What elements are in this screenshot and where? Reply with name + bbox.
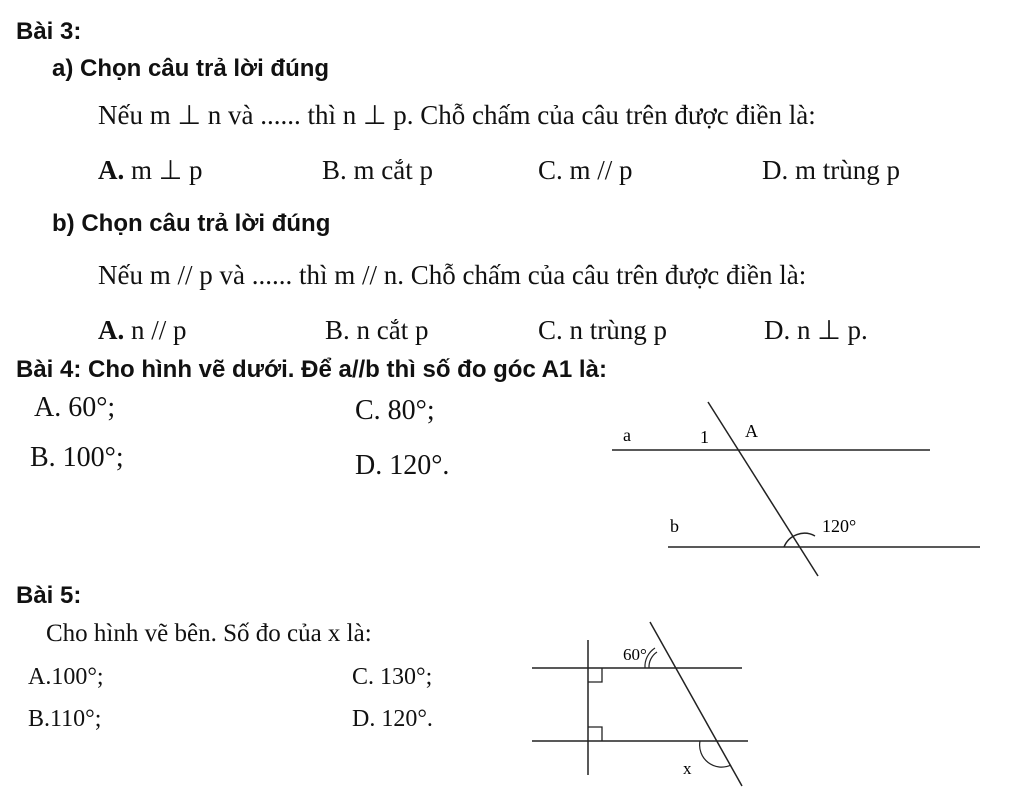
option-key: C. (538, 315, 563, 345)
bai5-question: Cho hình vẽ bên. Số đo của x là: (46, 620, 372, 647)
bai5-option-d: D. 120°. (352, 706, 433, 732)
bai3b-question: Nếu m // p và ...... thì m // n. Chỗ chấm của câu trên được điền là: (98, 260, 807, 290)
option-text: n trùng p (569, 315, 668, 345)
bai5-option-b: B.110°; (28, 706, 102, 732)
arc-60-1 (649, 652, 657, 668)
bai5-option-a: A.100°; (28, 664, 104, 690)
bai4-option-c: C. 80°; (355, 395, 435, 426)
bai4-title: Bài 4: Cho hình vẽ dưới. Để a//b thì số đo góc A1 là: (16, 356, 607, 383)
label-angle-1: 1 (700, 427, 709, 447)
label-point-a: A (745, 421, 758, 441)
option-text: m // p (569, 155, 633, 185)
arc-x (700, 741, 731, 767)
label-x: x (683, 759, 692, 778)
option-text: n cắt p (356, 315, 429, 345)
option-key: B. (325, 315, 350, 345)
option-key: A. (98, 315, 125, 345)
bai3a-label: a) Chọn câu trả lời đúng (52, 55, 330, 82)
bai3a-question: Nếu m ⊥ n và ...... thì n ⊥ p. Chỗ chấm của câu trên được điền là: (98, 100, 816, 130)
option-key: A. (98, 155, 125, 185)
right-angle-bottom (588, 727, 602, 741)
transversal (708, 402, 818, 576)
option-key: D. (762, 155, 789, 185)
label-120: 120° (822, 516, 857, 536)
bai4-option-a: A. 60°; (34, 392, 116, 423)
option-text: m cắt p (353, 155, 433, 185)
option-text: m ⊥ p (131, 155, 203, 185)
bai5-title: Bài 5: (16, 582, 82, 609)
option-key: D. (764, 315, 791, 345)
option-text: n // p (131, 315, 187, 345)
label-60: 60° (623, 645, 647, 664)
option-text: n ⊥ p. (797, 315, 868, 345)
label-b: b (670, 516, 679, 536)
angle-arc (784, 533, 815, 547)
bai4-option-d: D. 120°. (355, 450, 450, 481)
option-key: C. (538, 155, 563, 185)
b5-transversal (650, 622, 742, 786)
bai4-option-b: B. 100°; (30, 442, 124, 473)
option-key: B. (322, 155, 347, 185)
label-a: a (623, 425, 631, 445)
bai3-title: Bài 3: (16, 18, 82, 45)
right-angle-top (588, 668, 602, 682)
bai3b-label: b) Chọn câu trả lời đúng (52, 210, 331, 237)
bai5-option-c: C. 130°; (352, 664, 433, 690)
option-text: m trùng p (795, 155, 900, 185)
